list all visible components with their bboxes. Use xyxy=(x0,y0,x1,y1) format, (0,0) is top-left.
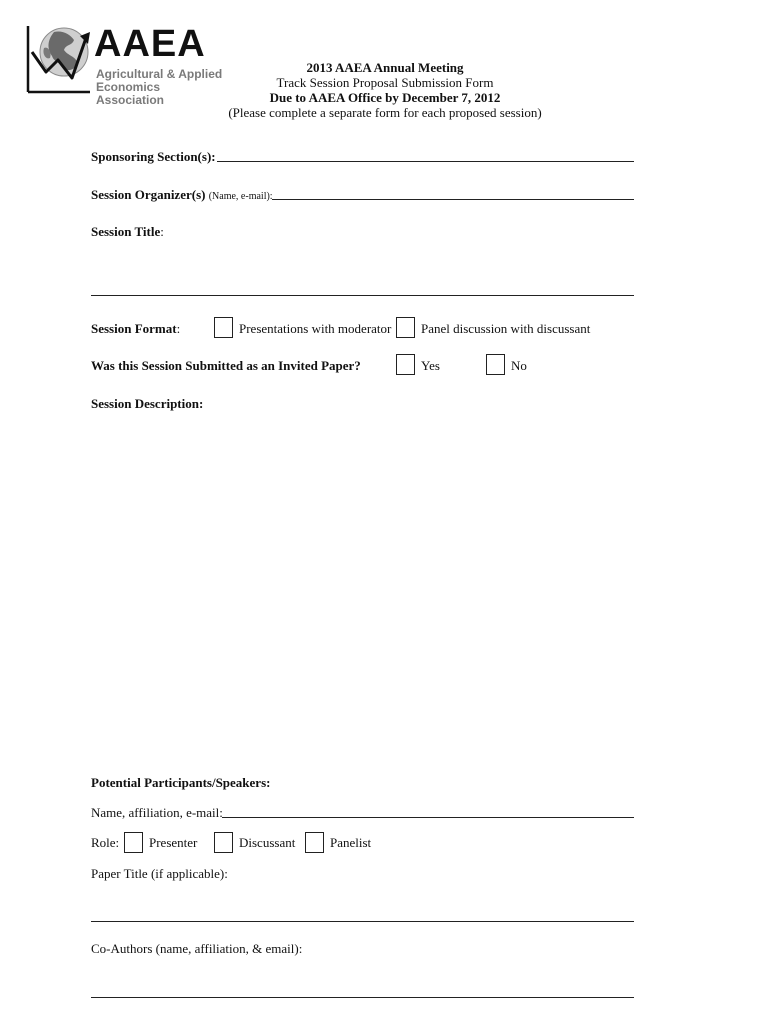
session-format-label-text: Session Format xyxy=(91,321,177,336)
organizer-hint: (Name, e-mail): xyxy=(208,191,273,202)
presentations-checkbox[interactable] xyxy=(214,317,233,338)
coauthors-label: Co-Authors (name, affiliation, & email): xyxy=(91,941,303,956)
participant-name-label: Name, affiliation, e-mail: xyxy=(91,805,223,820)
due-date: Due to AAEA Office by December 7, 2012 xyxy=(269,90,501,105)
invited-no-label: No xyxy=(511,358,527,373)
session-title-label xyxy=(91,224,164,239)
presentations-option-label: Presentations with moderator xyxy=(239,321,392,336)
coauthors-input-line[interactable] xyxy=(91,997,634,998)
paper-title-label: Paper Title (if applicable): xyxy=(91,866,228,881)
paper-title-input-line[interactable] xyxy=(91,921,634,922)
role-label: Role: xyxy=(91,835,120,850)
sponsoring-input-line[interactable] xyxy=(217,161,634,162)
participant-name-input-line[interactable] xyxy=(222,817,634,818)
role-panelist-checkbox[interactable] xyxy=(305,832,324,853)
session-description-label: Session Description: xyxy=(91,396,204,411)
form-note: (Please complete a separate form for each proposed session) xyxy=(228,105,542,120)
session-format-colon: : xyxy=(176,321,181,336)
role-discussant-checkbox[interactable] xyxy=(214,832,233,853)
session-title-colon: : xyxy=(160,224,164,239)
invited-no-checkbox[interactable] xyxy=(486,354,505,375)
panel-discussion-checkbox[interactable] xyxy=(396,317,415,338)
organizer-input-line[interactable] xyxy=(272,199,634,200)
panel-discussion-option-label: Panel discussion with discussant xyxy=(421,321,591,336)
session-title-input-line[interactable] xyxy=(91,295,634,296)
invited-paper-label: Was this Session Submitted as an Invited Paper? xyxy=(91,358,361,373)
organizer-label-text: Session Organizer(s) xyxy=(91,187,206,202)
logo-acronym: AAEA xyxy=(94,23,206,65)
participants-heading: Potential Participants/Speakers: xyxy=(91,775,271,790)
logo-line-1: Agricultural & Applied xyxy=(96,67,223,81)
form-title: 2013 AAEA Annual Meeting xyxy=(306,60,464,75)
invited-yes-checkbox[interactable] xyxy=(396,354,415,375)
session-title-label-text: Session Title xyxy=(91,224,161,239)
invited-yes-label: Yes xyxy=(421,358,440,373)
role-panelist-label: Panelist xyxy=(330,835,372,850)
form-subtitle: Track Session Proposal Submission Form xyxy=(276,75,494,90)
sponsoring-label: Sponsoring Section(s): xyxy=(91,149,216,164)
session-description-area[interactable] xyxy=(91,416,634,766)
session-format-label xyxy=(91,321,180,336)
organizer-label xyxy=(91,187,273,204)
role-presenter-label: Presenter xyxy=(149,835,198,850)
logo-line-2: Economics Association xyxy=(96,80,165,107)
role-discussant-label: Discussant xyxy=(239,835,296,850)
role-presenter-checkbox[interactable] xyxy=(124,832,143,853)
